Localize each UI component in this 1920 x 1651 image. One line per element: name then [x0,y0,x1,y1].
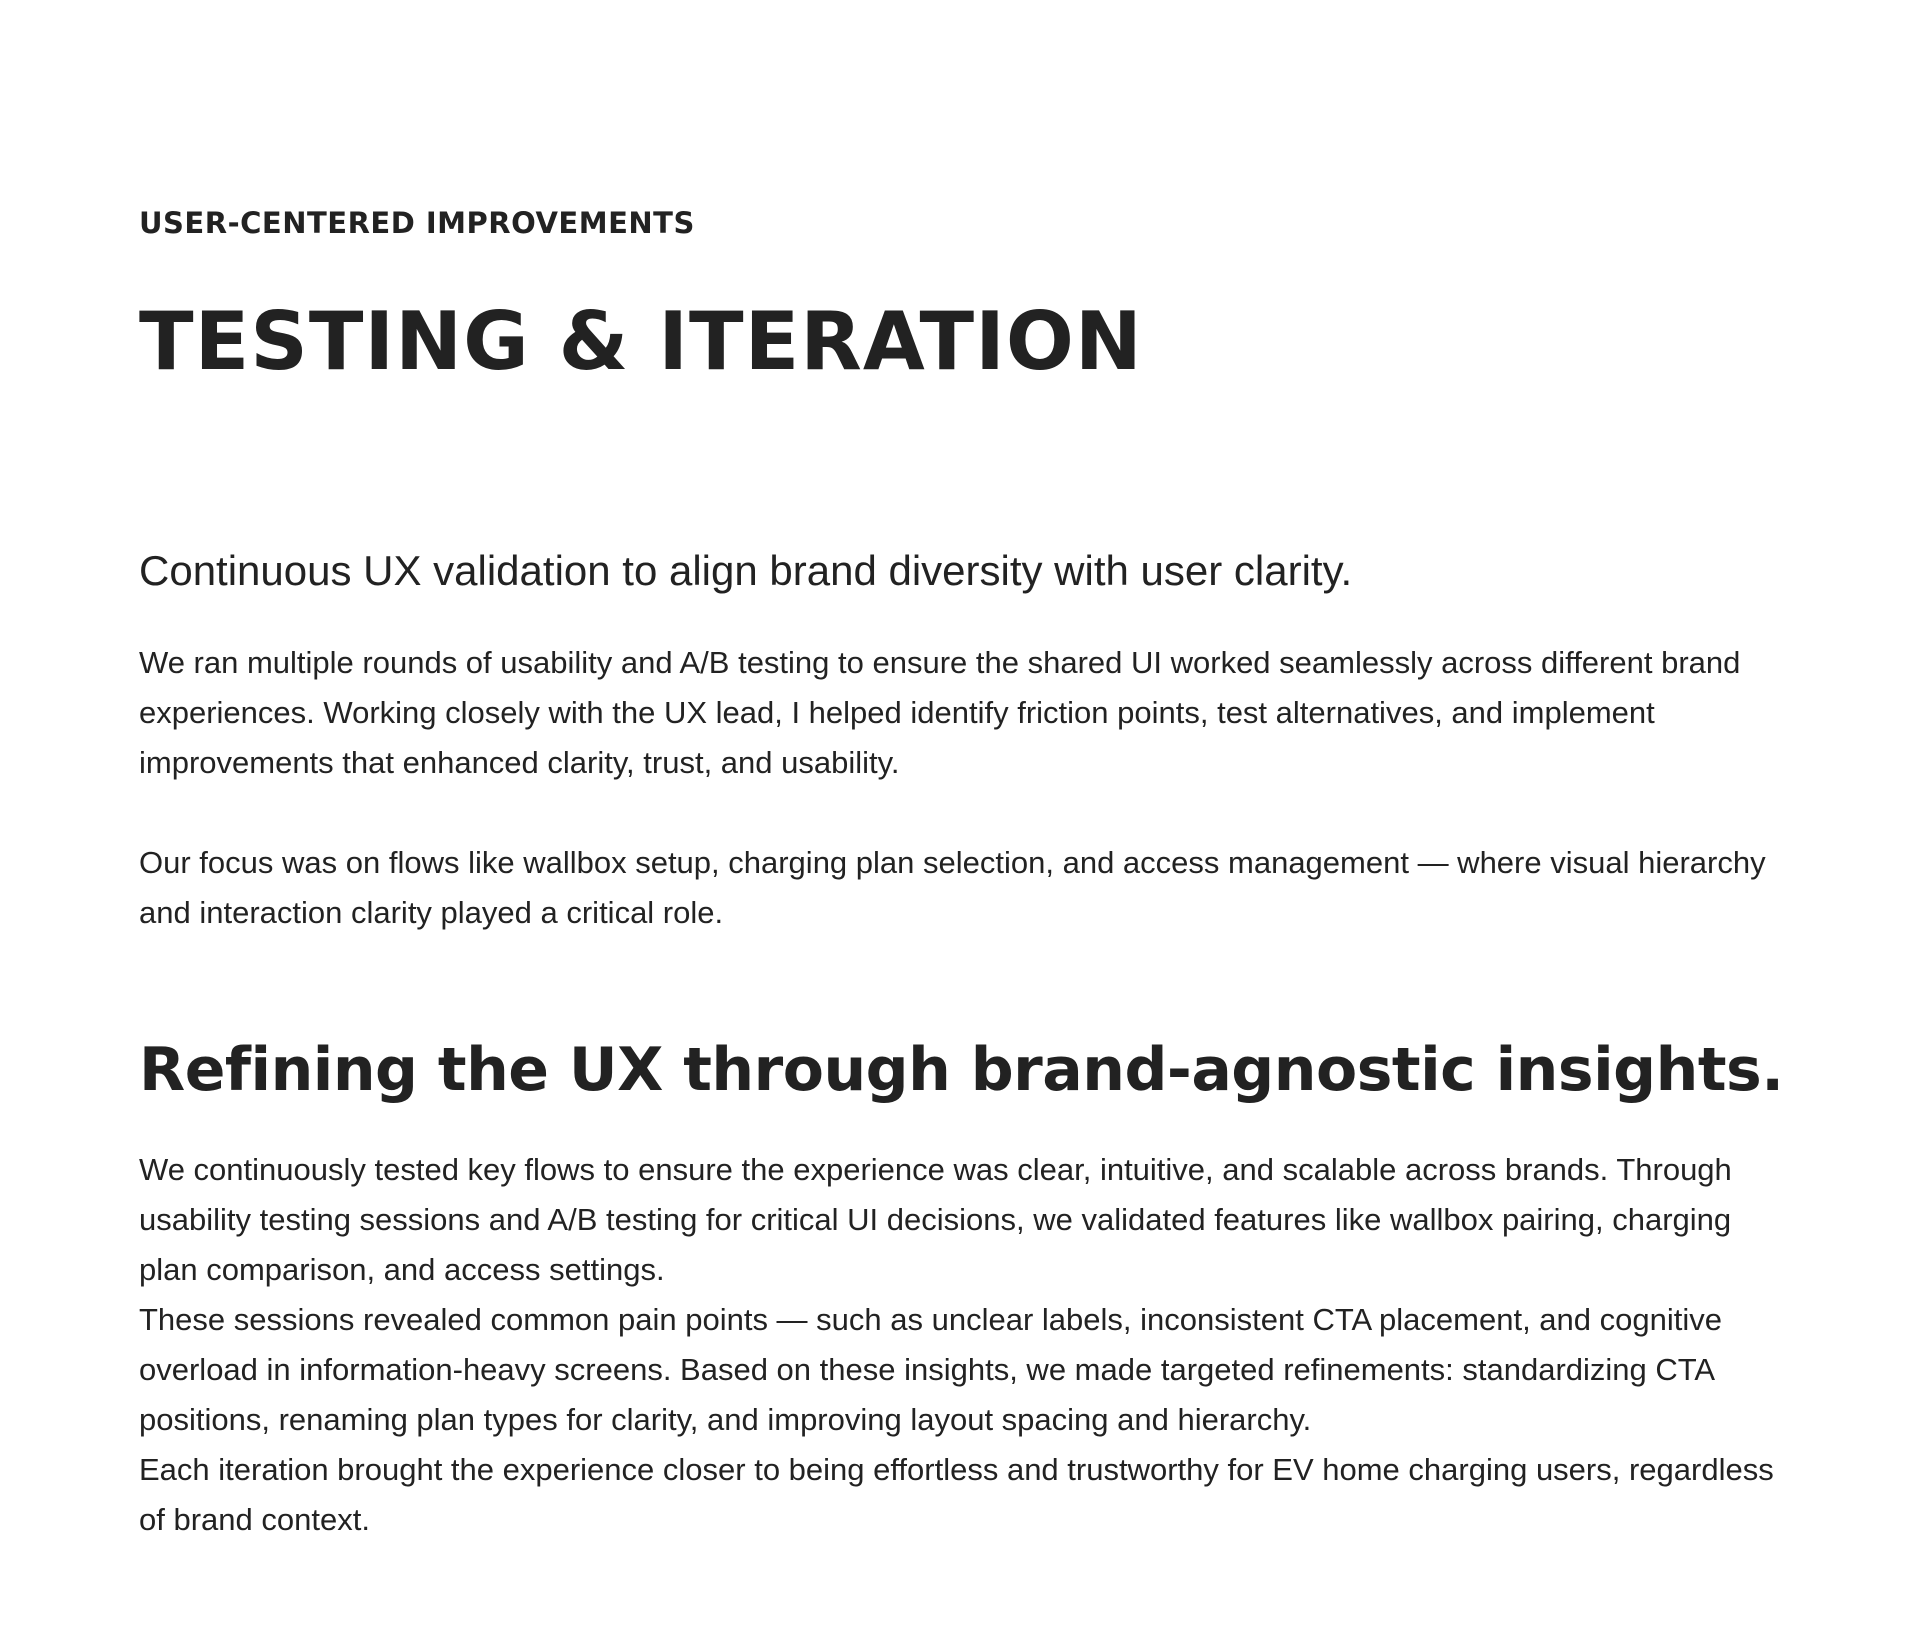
section-text-block [139,1145,1789,1545]
intro-paragraph-2: Our focus was on flows like wallbox setup, charging plan selection, and access management — where visual hierarchy and interaction clarity played a critical role. [139,845,1766,930]
section-eyebrow: USER-CENTERED IMPROVEMENTS [139,206,695,240]
lead-paragraph: Continuous UX validation to align brand diversity with user clarity. [139,547,1353,594]
intro-paragraph-1: We ran multiple rounds of usability and A/B testing to ensure the shared UI worked seamlessly across different brand experiences. Working closely with the UX lead, I helped identify friction points, test alternatives, and implement improvements that enhanced clarity, trust, and usability. [139,645,1741,780]
section-heading: Refining the UX through brand-agnostic insights. [139,1035,1784,1105]
section-paragraph-1: We continuously tested key flows to ensure the experience was clear, intuitive, and scalable across brands. Through usability testing sessions and A/B testing for critical UI decisions, we validated features like wallbox pairing, charging plan comparison, and access settings. [139,1152,1732,1287]
page-title: TESTING & ITERATION [139,295,1143,388]
intro-text-block [139,638,1789,938]
section-paragraph-3: Each iteration brought the experience closer to being effortless and trustworthy for EV home charging users, regardless of brand context. [139,1452,1774,1537]
section-paragraph-2: These sessions revealed common pain points — such as unclear labels, inconsistent CTA placement, and cognitive overload in information-heavy screens. Based on these insights, we made targeted refinements: standardizing CTA positions, renaming plan types for clarity, and improving layout spacing and hierarchy. [139,1302,1722,1437]
